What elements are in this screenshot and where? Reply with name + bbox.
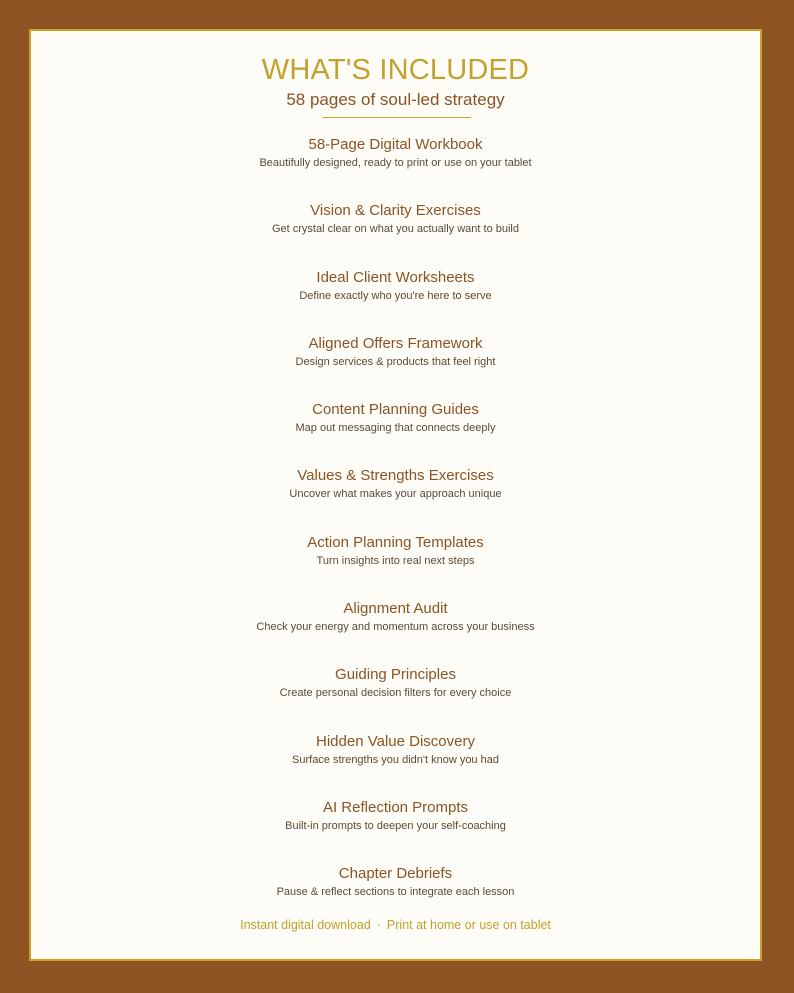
included-items-list bbox=[31, 134, 760, 930]
item-description: Map out messaging that connects deeply bbox=[295, 422, 496, 435]
item-title: AI Reflection Prompts bbox=[322, 798, 469, 816]
page-subtitle: 58 pages of soul-led strategy bbox=[286, 90, 505, 109]
list-item bbox=[31, 598, 760, 664]
item-description: Check your energy and momentum across your business bbox=[256, 621, 535, 634]
item-description: Beautifully designed, ready to print or use on your tablet bbox=[259, 157, 532, 169]
list-item bbox=[31, 134, 760, 200]
content-card bbox=[29, 29, 762, 961]
footer-note bbox=[31, 916, 760, 934]
item-description: Built-in prompts to deepen your self-coaching bbox=[285, 819, 506, 832]
item-description: Create personal decision filters for every choice bbox=[279, 687, 512, 700]
item-title: Aligned Offers Framework bbox=[308, 334, 483, 352]
list-item bbox=[31, 200, 760, 266]
item-description: Pause & reflect sections to integrate each lesson bbox=[276, 886, 515, 899]
footer-download-text: Instant digital download bbox=[240, 918, 371, 932]
list-item bbox=[31, 664, 760, 730]
list-item bbox=[31, 465, 760, 531]
item-description: Define exactly who you're here to serve bbox=[299, 289, 492, 302]
item-title: 58-Page Digital Workbook bbox=[308, 136, 483, 153]
item-description: Uncover what makes your approach unique bbox=[289, 488, 502, 501]
item-title: Values & Strengths Exercises bbox=[297, 467, 494, 485]
footer-print-text: Print at home or use on tablet bbox=[386, 918, 551, 932]
item-title: Vision & Clarity Exercises bbox=[310, 202, 481, 220]
item-title: Alignment Audit bbox=[343, 600, 448, 618]
item-title: Hidden Value Discovery bbox=[316, 732, 475, 750]
list-item bbox=[31, 532, 760, 598]
footer-separator: · bbox=[376, 918, 381, 932]
item-title: Ideal Client Worksheets bbox=[316, 268, 475, 286]
title-divider bbox=[323, 117, 471, 118]
list-item bbox=[31, 731, 760, 797]
list-item bbox=[31, 797, 760, 863]
item-description: Design services & products that feel right bbox=[295, 355, 496, 368]
item-title: Guiding Principles bbox=[335, 666, 456, 684]
list-item bbox=[31, 267, 760, 333]
item-description: Turn insights into real next steps bbox=[316, 554, 475, 567]
list-item bbox=[31, 399, 760, 465]
item-title: Action Planning Templates bbox=[307, 533, 484, 551]
page-title: WHAT'S INCLUDED bbox=[261, 54, 530, 86]
list-item bbox=[31, 333, 760, 399]
item-title: Content Planning Guides bbox=[312, 401, 479, 419]
item-description: Surface strengths you didn't know you had bbox=[292, 753, 499, 766]
item-title: Chapter Debriefs bbox=[338, 865, 453, 883]
item-description: Get crystal clear on what you actually want to build bbox=[271, 223, 519, 236]
